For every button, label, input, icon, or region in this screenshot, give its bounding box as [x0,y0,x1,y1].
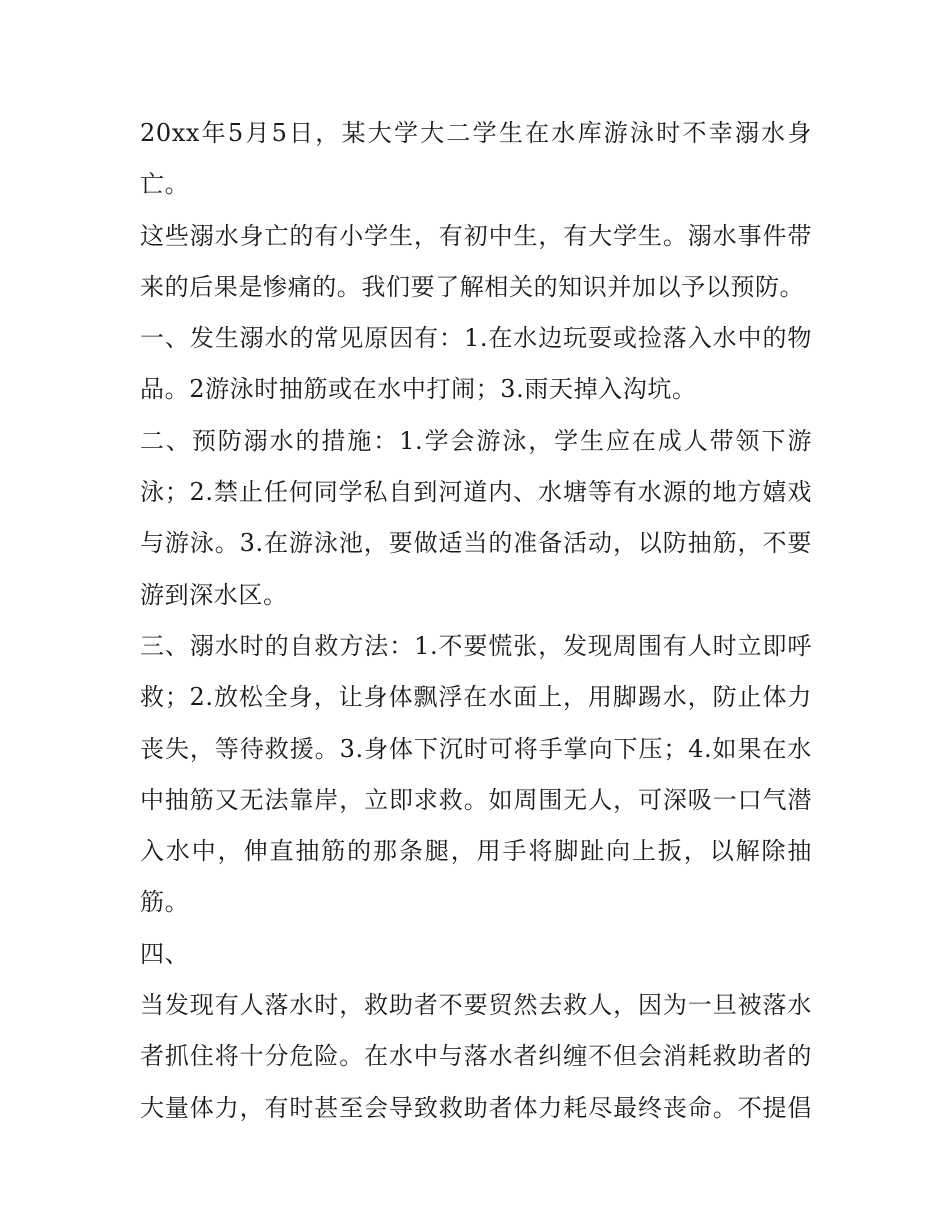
text-line: 一、发生溺水的常见原因有：1.在水边玩耍或捡落入水中的物 [140,324,812,353]
text-line: 游到深水区。 [140,580,288,609]
text-line: 二、预防溺水的措施：1.学会游泳，学生应在成人带领下游 [140,426,812,455]
text-line: 与游泳。3.在游泳池，要做适当的准备活动，以防抽筋，不要 [140,529,812,558]
paragraph-intro [140,211,812,314]
text-line: 四、 [140,939,190,968]
paragraph-incident [140,108,812,211]
text-line: 亡。 [140,170,190,199]
paragraph-prevention [140,416,812,621]
text-line: 这些溺水身亡的有小学生，有初中生，有大学生。溺水事件带 [140,221,812,250]
text-line: 20xx年5月5日，某大学大二学生在水库游泳时不幸溺水身 [140,119,812,147]
paragraph-causes [140,313,812,416]
text-line: 品。2游泳时抽筋或在水中打闹；3.雨天掉入沟坑。 [140,375,697,404]
text-line: 泳；2.禁止任何同学私自到河道内、水塘等有水源的地方嬉戏 [140,478,812,507]
text-line: 当发现有人落水时，救助者不要贸然去救人，因为一旦被落水 [140,991,812,1020]
paragraph-self-rescue [140,621,812,929]
text-line: 入水中，伸直抽筋的那条腿，用手将脚趾向上扳，以解除抽 [140,837,812,866]
document-body [140,108,812,1134]
text-line: 丧失，等待救援。3.身体下沉时可将手掌向下压；4.如果在水 [140,734,812,763]
text-line: 大量体力，有时甚至会导致救助者体力耗尽最终丧命。不提倡 [140,1093,812,1122]
text-line: 救；2.放松全身，让身体飘浮在水面上，用脚踢水，防止体力 [140,683,812,712]
text-line: 三、溺水时的自救方法：1.不要慌张，发现周围有人时立即呼 [140,631,812,660]
text-line: 中抽筋又无法靠岸，立即求救。如周围无人，可深吸一口气潜 [140,785,812,814]
paragraph-rescuing-others [140,980,812,1134]
text-line: 筋。 [140,888,190,917]
paragraph-section-four-heading [140,929,812,980]
text-line: 者抓住将十分危险。在水中与落水者纠缠不但会消耗救助者的 [140,1042,812,1071]
text-line: 来的后果是惨痛的。我们要了解相关的知识并加以予以预防。 [140,272,805,301]
